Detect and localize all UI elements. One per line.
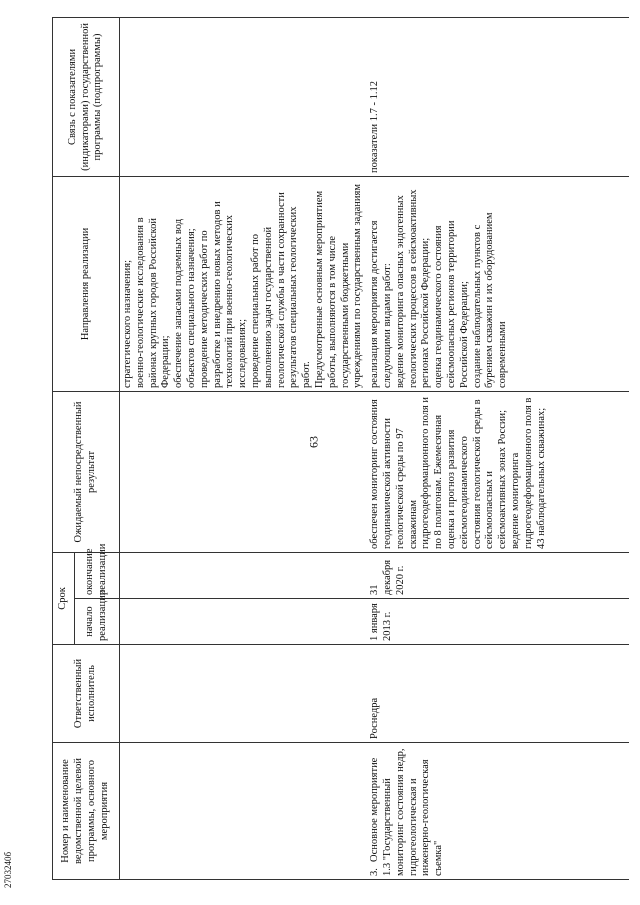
header-term-end: окончание реализации [75, 552, 120, 598]
header-directions: Направления реализации [53, 176, 120, 391]
header-executor: Ответственный исполнитель [53, 645, 120, 743]
table-row [120, 17, 368, 879]
header-term-start: начало реализации [75, 599, 120, 645]
cell-directions: реализация мероприятия достигается следующими видами работ: ведение мониторинга опасных эндогенных геологических процессов в сейсмоактивных регионах Российской Федерации; оценка геодинамического состояния сейсмоопасных регионов территории Российской Федерации; создание наблюдательных пунктов с бурением скважин и их оборудованием современными [367, 176, 629, 391]
cell-start: 1 января 2013 г. [367, 599, 629, 645]
cell-result: обеспечен мониторинг состояния геодинамической активности геологической среды по 97 скважинам гидрогеодеформационного поля и по 8 полигонам. Ежемесячная оценка и прогноз развития сейсмогеодинамического состояния геологической среды в сейсмоопасных и сейсмоактивных зонах России; ведение мониторинга гидрогеодеформационного поля в 43 наблюдательных скважинах; [367, 391, 629, 552]
row-number: 3. [369, 868, 381, 876]
header-term: Срок [53, 552, 75, 644]
program-table [52, 17, 629, 880]
header-row-1 [53, 17, 75, 879]
cell-result [120, 391, 368, 552]
cell-name [120, 743, 368, 880]
cell-link [120, 17, 368, 176]
cell-end: 31 декабря 2020 г. [367, 552, 629, 598]
document-code: 2703240б [3, 851, 13, 889]
cell-directions: стратегического назначения; военно-геологические исследования в районах крупных городов Российской Федерации; обеспечение запасами подземных вод объектов специального назначения; проведение методических работ по разработке и внедрению новых методов и технологий при военно-геологических исследованиях; проведение специальных работ по выполнению задач государственной геологической службы в части сохранности результатов специальных геологических работ. Предусмотренные основным мероприятием работы, выполняются в том числе государственными бюджетными учреждениями по государственным заданиям [120, 176, 368, 391]
row-name: Основное мероприятие 1.3 "Государственный мониторинг состояния недр, гидрогеологическая и инженерно-геологическая съемка" [369, 748, 445, 876]
header-result: Ожидаемый непосредственный результат [53, 391, 120, 552]
cell-link: показатели 1.7 - 1.12 [367, 17, 629, 176]
cell-end [120, 552, 368, 598]
header-name: Номер и наименование ведомственной целевой программы, основного мероприятия [53, 743, 120, 880]
cell-executor [120, 645, 368, 743]
cell-name [367, 743, 629, 880]
rotated-sheet [52, 18, 612, 880]
header-link: Связь с показателями (индикаторами) государственной программы (подпрограммы) [53, 17, 120, 176]
cell-executor: Роснедра [367, 645, 629, 743]
cell-start [120, 599, 368, 645]
page-number: 63 [306, 436, 321, 448]
table-row [367, 17, 629, 879]
